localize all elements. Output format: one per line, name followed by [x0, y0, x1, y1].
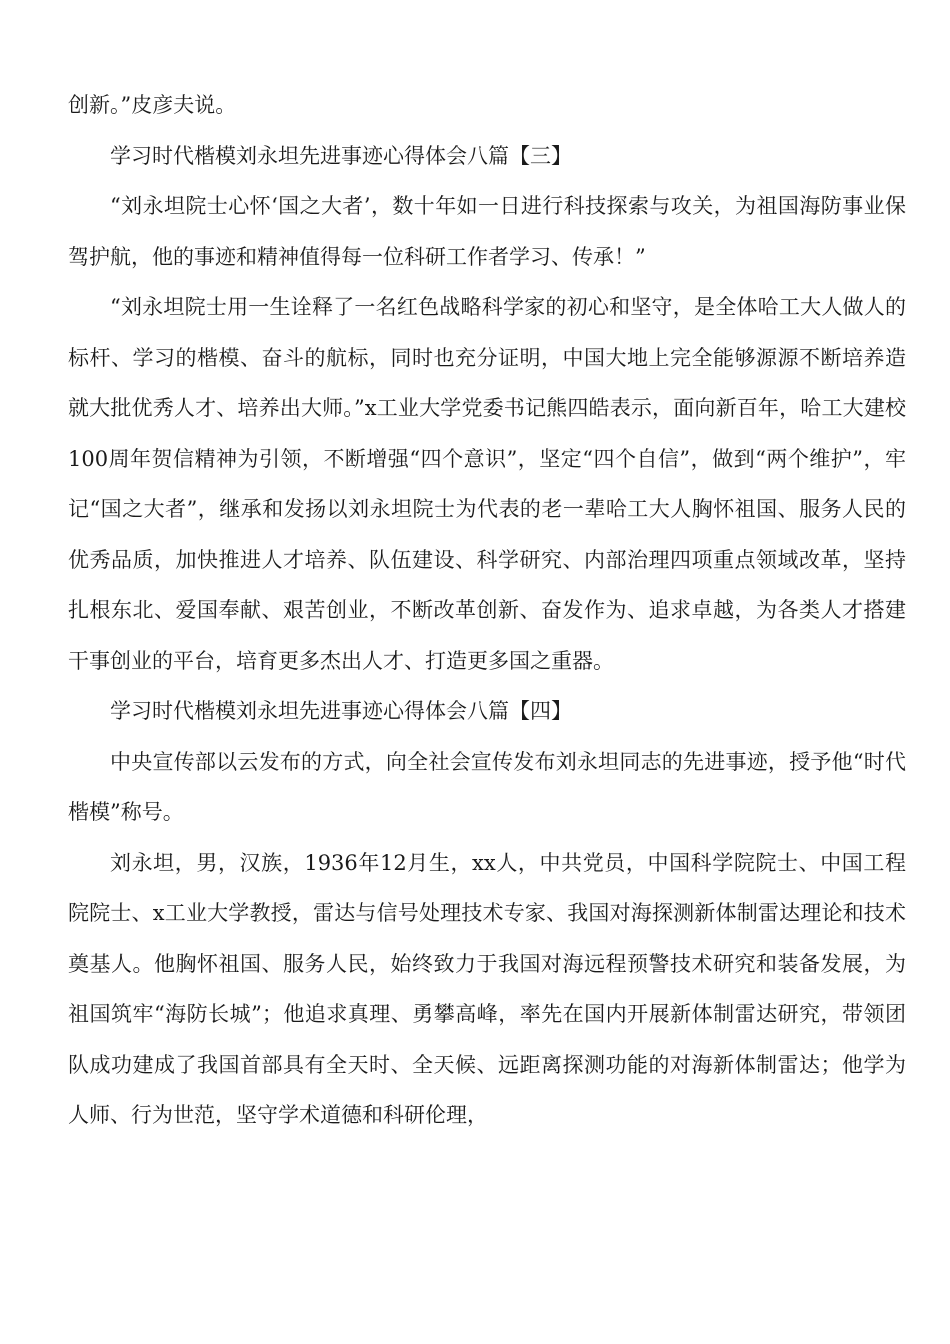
paragraph-continuation: 创新。”皮彦夫说。	[68, 93, 237, 117]
section-heading-4: 学习时代楷模刘永坦先进事迹心得体会八篇【四】	[110, 699, 572, 723]
section-heading-3: 学习时代楷模刘永坦先进事迹心得体会八篇【三】	[110, 143, 572, 168]
paragraph: 刘永坦，男，汉族，1936年12月生，xx人，中共党员，中国科学院院士、中国工程院院士、x工业大学教授，雷达与信号处理技术专家、我国对海探测新体制雷达理论和技术奠基人。他胸怀祖国、服务人民，始终致力于我国对海远程预警技术研究和装备发展，为祖国筑牢“海防长城”；他追求真理、勇攀高峰，率先在国内开展新体制雷达研究，带领团队成功建成了我国首部具有全天时、全天候、远距离探测功能的对海新体制雷达；他学为人师、行为世范，坚守学术道德和科研伦理，	[68, 850, 906, 1127]
paragraph: “刘永坦院士用一生诠释了一名红色战略科学家的初心和坚守，是全体哈工大人做人的标杆、学习的楷模、奋斗的航标，同时也充分证明，中国大地上完全能够源源不断培养造就大批优秀人才、培养出大师。”x工业大学党委书记熊四皓表示，面向新百年，哈工大建校100周年贺信精神为引领，不断增强“四个意识”，坚定“四个自信”，做到“两个维护”，牢记“国之大者”，继承和发扬以刘永坦院士为代表的老一辈哈工大人胸怀祖国、服务人民的优秀品质，加快推进人才培养、队伍建设、科学研究、内部治理四项重点领域改革，坚持扎根东北、爱国奉献、艰苦创业，不断改革创新、奋发作为、追求卓越，为各类人才搭建干事创业的平台，培育更多杰出人才、打造更多国之重器。	[68, 295, 906, 673]
paragraph: “刘永坦院士心怀‘国之大者’，数十年如一日进行科技探索与攻关，为祖国海防事业保驾护航，他的事迹和精神值得每一位科研工作者学习、传承！”	[68, 194, 906, 269]
paragraph: 中央宣传部以云发布的方式，向全社会宣传发布刘永坦同志的先进事迹，授予他“时代楷模”称号。	[68, 749, 906, 824]
document-body	[68, 80, 906, 1141]
